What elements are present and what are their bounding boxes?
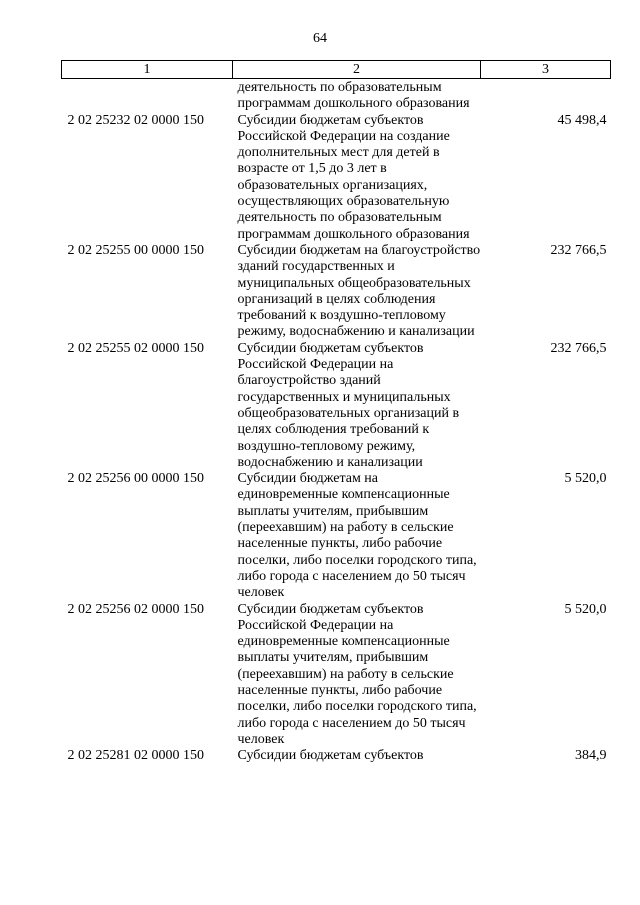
row-amount: 384,9 xyxy=(575,748,607,764)
row-amount-empty xyxy=(481,79,611,113)
row-code: 2 02 25232 02 0000 150 xyxy=(67,112,204,128)
row-amount: 45 498,4 xyxy=(557,112,607,128)
table-row xyxy=(62,471,611,601)
row-code: 2 02 25256 02 0000 150 xyxy=(67,601,204,617)
row-name: Субсидии бюджетам субъектов Российской Федерации на единовременные компенсационные выплаты учителям, прибывшим (переехавшим) на работу в сельские населенные пункты, либо рабочие поселки, либо поселки городского типа, либо города с населением до 50 тысяч человек xyxy=(237,601,477,747)
column-header-amount: 3 xyxy=(481,61,611,79)
row-amount: 5 520,0 xyxy=(564,471,607,487)
row-amount: 232 766,5 xyxy=(550,242,607,258)
budget-revenue-table xyxy=(61,60,611,764)
row-name: Субсидии бюджетам субъектов Российской Федерации на создание дополнительных мест для детей в возрасте от 1,5 до 3 лет в образовательных организациях, осуществляющих образовательную деятельность по образовательным программам дошкольного образования xyxy=(237,112,470,242)
row-name: Субсидии бюджетам на единовременные компенсационные выплаты учителям, прибывшим (переехавшим) на работу в сельские населенные пункты, либо рабочие поселки, либо поселки городского типа, либо города с населением до 50 тысяч человек xyxy=(237,471,477,601)
row-name: Субсидии бюджетам на благоустройство зданий государственных и муниципальных общеобразовательных организаций в целях соблюдения требований к воздушно-тепловому режиму, водоснабжению и канализации xyxy=(237,242,481,340)
table-header xyxy=(62,61,611,79)
row-code: 2 02 25255 02 0000 150 xyxy=(67,340,204,356)
header-row xyxy=(62,61,611,79)
table-row-continuation xyxy=(62,79,611,113)
column-header-code: 1 xyxy=(62,61,233,79)
table-row xyxy=(62,341,611,471)
row-amount: 232 766,5 xyxy=(550,340,607,356)
table-body xyxy=(62,79,611,765)
row-code-empty xyxy=(62,79,233,113)
row-code: 2 02 25281 02 0000 150 xyxy=(67,748,204,764)
table-row xyxy=(62,243,611,341)
row-name: Субсидии бюджетам субъектов xyxy=(237,748,424,764)
column-header-name: 2 xyxy=(233,61,481,79)
page-number: 64 xyxy=(313,31,327,46)
table-row xyxy=(62,113,611,243)
row-code: 2 02 25255 00 0000 150 xyxy=(67,242,204,258)
row-code: 2 02 25256 00 0000 150 xyxy=(67,471,204,487)
row-name: Субсидии бюджетам субъектов Российской Федерации на благоустройство зданий государственных и муниципальных общеобразовательных организаций в целях соблюдения требований к воздушно-тепловому режиму, водоснабжению и канализации xyxy=(237,340,460,470)
row-name-continuation: деятельность по образовательным программам дошкольного образования xyxy=(237,80,470,112)
table-row xyxy=(62,602,611,749)
table-row xyxy=(62,748,611,764)
row-amount: 5 520,0 xyxy=(564,601,607,617)
